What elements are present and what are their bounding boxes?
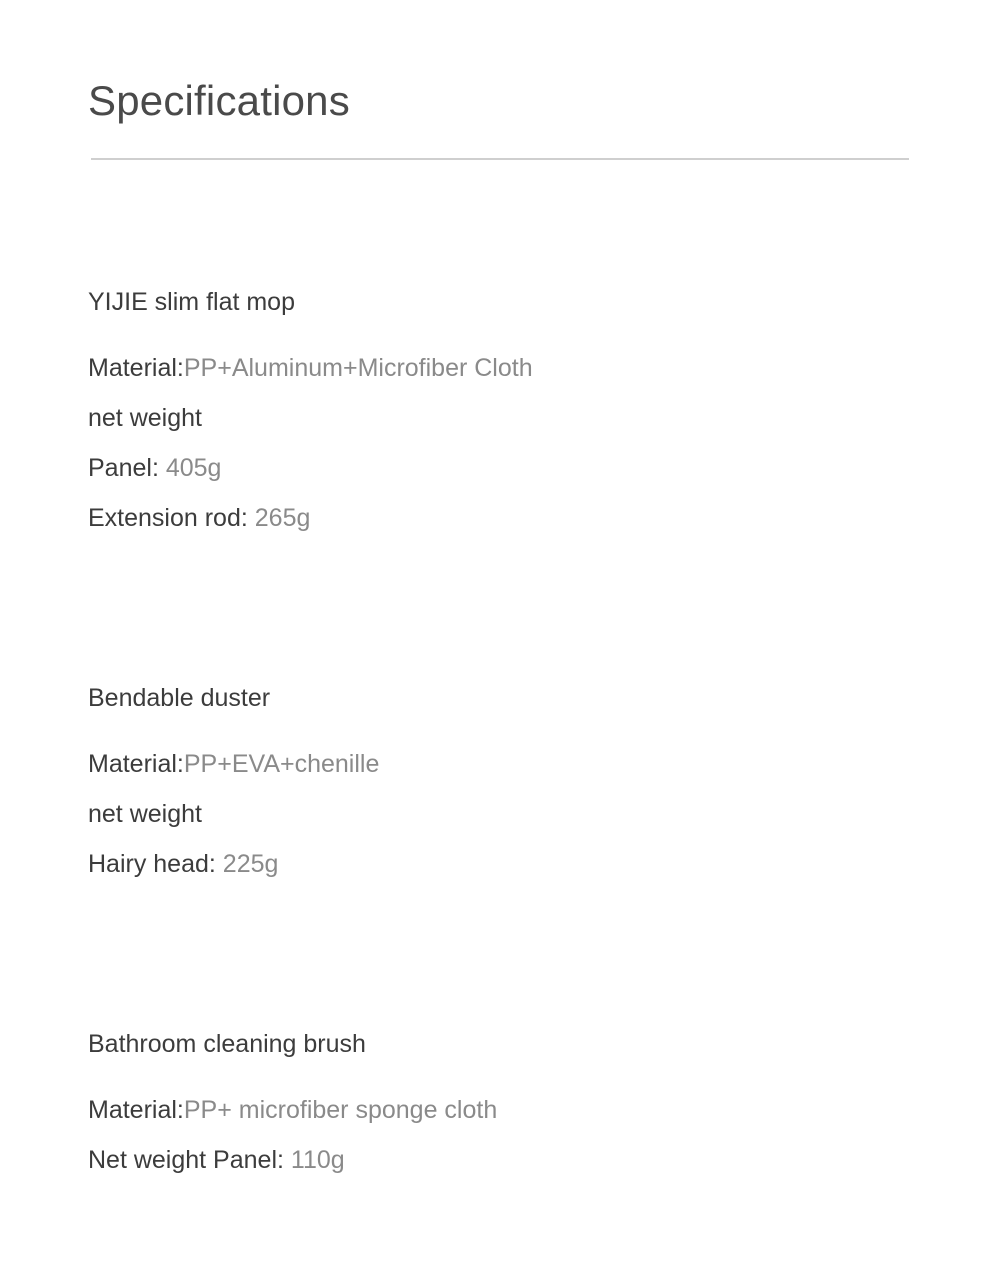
spec-label: Extension rod: [88,504,255,532]
product-name: Bathroom cleaning brush [88,1030,366,1058]
product-section-bathroom-brush [88,1027,497,1193]
spec-label: net weight [88,404,202,432]
product-name: Bendable duster [88,684,271,712]
spec-net-weight-heading [88,401,533,451]
spec-value: 265g [254,504,311,532]
spec-material [88,351,533,401]
spec-label: Hairy head: [88,850,223,878]
page-title: Specifications [88,77,350,124]
spec-value: 225g [222,850,279,878]
product-section-flat-mop [88,285,533,551]
product-section-duster [88,681,379,897]
spec-label: Net weight Panel: [88,1146,291,1174]
spec-value: PP+ microfiber sponge cloth [183,1096,498,1124]
spec-label: Material: [88,750,184,778]
spec-material [88,1093,497,1143]
spec-value: 405g [165,454,222,482]
spec-net-weight-heading [88,797,379,847]
spec-extension-rod-weight [88,501,533,551]
title-divider [91,158,909,160]
spec-label: Material: [88,1096,184,1124]
spec-net-weight-panel [88,1143,497,1193]
spec-value: PP+Aluminum+Microfiber Cloth [183,354,533,382]
spec-material [88,747,379,797]
spec-value: 110g [290,1146,345,1174]
spec-label: Panel: [88,454,166,482]
product-name: YIJIE slim flat mop [88,288,295,316]
spec-label: Material: [88,354,184,382]
spec-hairy-head-weight [88,847,379,897]
spec-value: PP+EVA+chenille [183,750,380,778]
spec-label: net weight [88,800,202,828]
spec-panel-weight [88,451,533,501]
